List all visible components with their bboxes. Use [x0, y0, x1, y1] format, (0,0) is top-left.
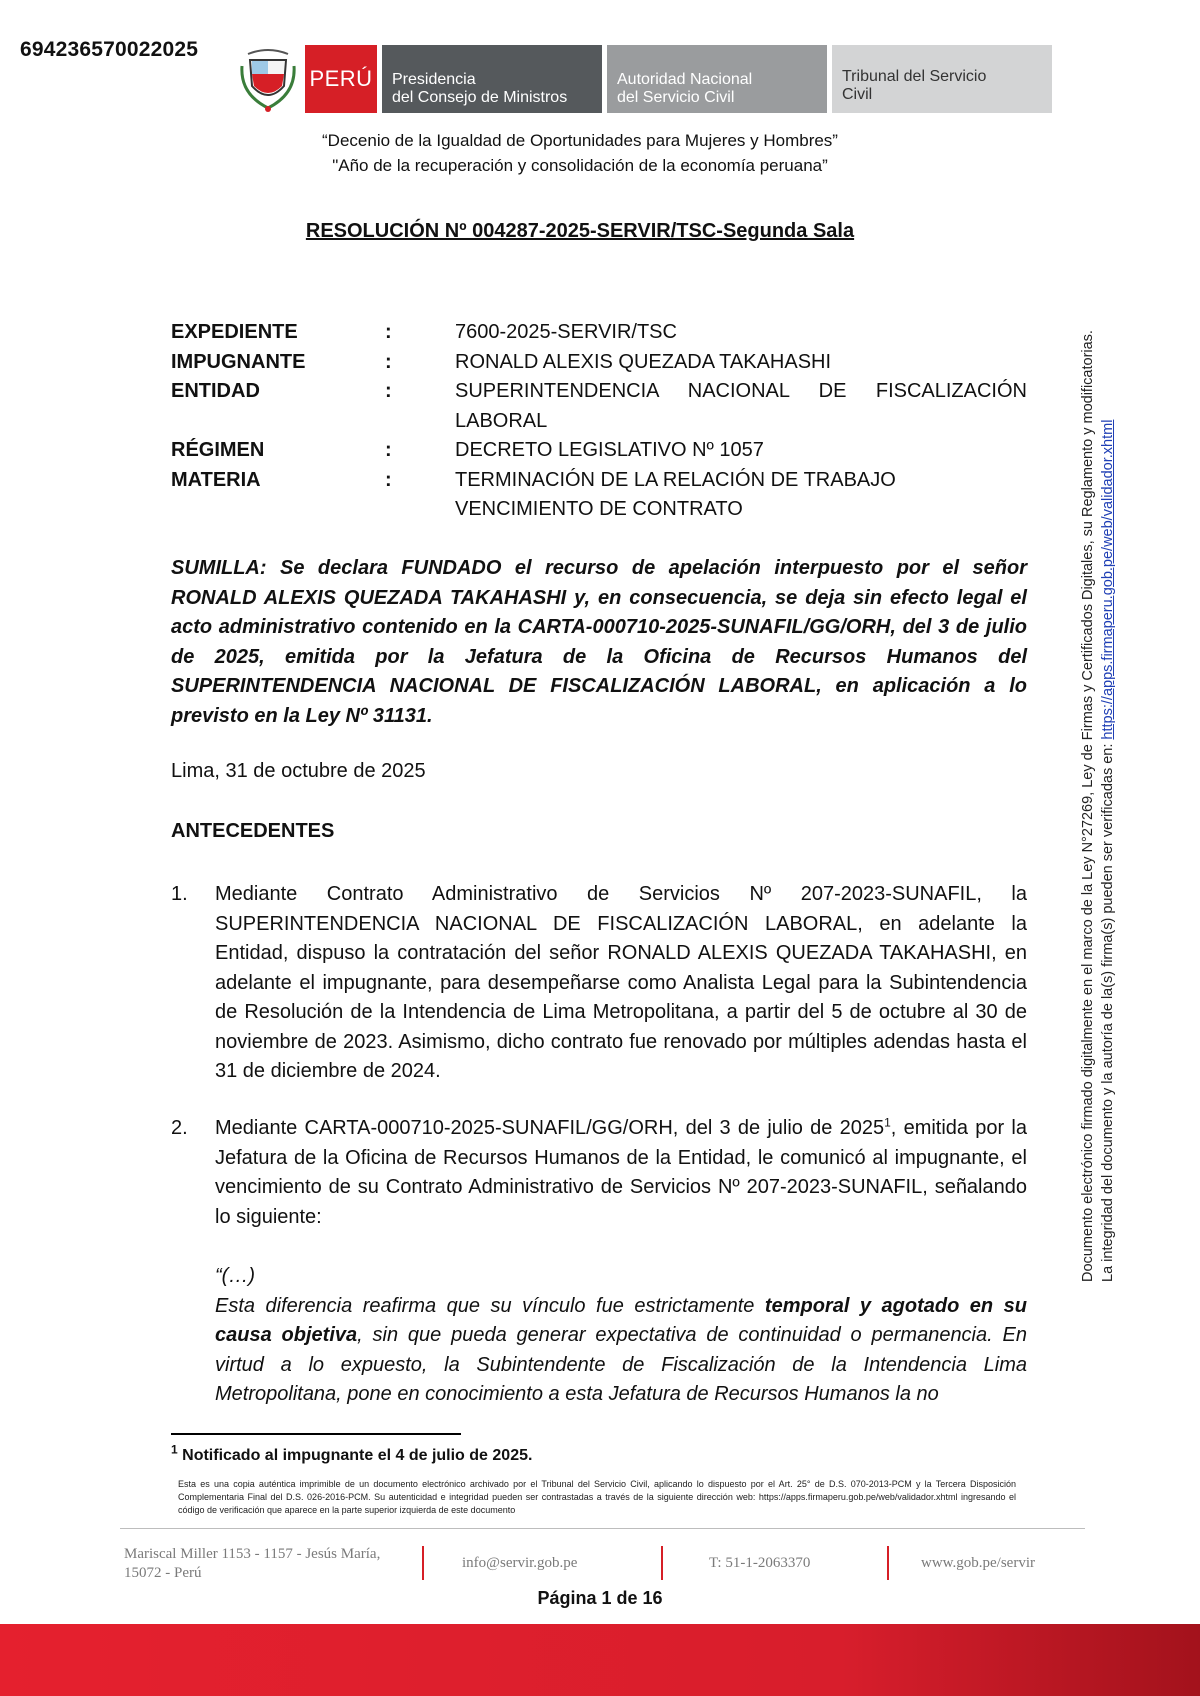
- meta-key: RÉGIMEN: [171, 439, 265, 461]
- meta-value-line-1: TERMINACIÓN DE LA RELACIÓN DE TRABAJO: [455, 468, 896, 491]
- meta-value: 7600-2025-SERVIR/TSC: [455, 321, 677, 343]
- digital-signature-notice: [1078, 222, 1122, 1282]
- sumilla-summary: SUMILLA: Se declara FUNDADO el recurso de apelación interpuesto por el señor RONALD ALEXIS QUEZADA TAKAHASHI y, en consecuencia, se deja sin efecto legal el acto administrativo contenido en la CARTA-000710-2025-SUNAFIL/GG/ORH, del 3 de julio de 2025, emitida por la Jefatura de la Oficina de Recursos Humanos del SUPERINTENDENCIA NACIONAL DE FISCALIZACIÓN LABORAL, en aplicación a lo previsto en la Ley Nº 31131.: [171, 557, 1027, 727]
- case-metadata: [171, 318, 1027, 525]
- servir-line-2: del Servicio Civil: [617, 89, 735, 106]
- address-line-1: Mariscal Miller 1153 - 1157 - Jesús María,: [124, 1546, 381, 1562]
- meta-colon: :: [385, 321, 392, 343]
- peru-logo-block: [305, 45, 377, 113]
- meta-colon: :: [385, 380, 392, 402]
- quoted-letter-excerpt: [215, 1262, 1027, 1410]
- paragraph-text-part-b: , emitida por la Jefatura de la Oficina de Recursos Humanos de la Entidad, le comunicó al impugnante, el vencimiento de su Contrato Administrativo de Servicios Nº 207-2023-SUNAFIL, señalando lo siguiente:: [215, 1117, 1027, 1228]
- signature-notice-line-2: [1098, 222, 1118, 1282]
- decenio-line: “Decenio de la Igualdad de Oportunidades para Mujeres y Hombres”: [322, 131, 838, 150]
- resolution-title: RESOLUCIÓN Nº 004287-2025-SERVIR/TSC-Segunda Sala: [305, 220, 855, 242]
- footer-separator: [661, 1546, 663, 1580]
- footer-red-band: [0, 1624, 1200, 1696]
- meta-key: EXPEDIENTE: [171, 321, 298, 343]
- meta-colon: :: [385, 439, 392, 461]
- quote-open: “(…): [215, 1265, 255, 1287]
- meta-row-impugnante: [171, 348, 1027, 378]
- paragraph-text-part-a: Mediante CARTA-000710-2025-SUNAFIL/GG/ORH, del 3 de julio de 2025: [215, 1117, 885, 1139]
- tsc-line-1: Tribunal del Servicio: [842, 68, 987, 85]
- servir-logo-block: [607, 45, 827, 113]
- meta-value: RONALD ALEXIS QUEZADA TAKAHASHI: [455, 350, 832, 373]
- meta-key: IMPUGNANTE: [171, 350, 306, 373]
- signature-notice-line-1: Documento electrónico firmado digitalmente en el marco de la Ley N°27269, Ley de Firmas y Certificados Digitales, su Reglamento y modificatorias.: [1080, 330, 1096, 1282]
- quote-bold: temporal y agotado en su causa objetiva: [215, 1294, 1027, 1346]
- paragraph-1: [171, 880, 1027, 1087]
- pcm-line-2: del Consejo de Ministros: [392, 89, 568, 106]
- footnote-text: Notificado al impugnante el 4 de julio de 2025.: [177, 1447, 533, 1464]
- antecedentes-heading: ANTECEDENTES: [171, 820, 335, 842]
- meta-row-materia: [171, 466, 1027, 525]
- meta-value: [455, 466, 1027, 525]
- authenticity-note: Esta es una copia auténtica imprimible de un documento electrónico archivado por el Tribunal del Servicio Civil, aplicando lo dispuesto por el Art. 25° de D.S. 070-2013-PCM y la Tercera Disposición Complementaria Final del D.S. 026-2016-PCM. Su autenticidad e integridad pueden ser contrastadas a través de la siguiente dirección web: https://apps.firmaperu.gob.pe/web/validador.xhtml ingresando el código de verificación que aparece en la parte superior izquierda de este documento: [178, 1479, 1016, 1515]
- quote-line-a: Esta diferencia reafirma que su vínculo fue estrictamente: [215, 1294, 765, 1317]
- footnote-reference[interactable]: 1: [884, 1115, 891, 1130]
- meta-value: DECRETO LEGISLATIVO Nº 1057: [455, 439, 764, 461]
- meta-value-line-1: SUPERINTENDENCIA NACIONAL DE FISCALIZACIÓN: [455, 380, 1027, 402]
- meta-key: ENTIDAD: [171, 380, 260, 402]
- footnote: [171, 1442, 533, 1465]
- signature-notice-text: La integridad del documento y la autoría de la(s) firma(s) pueden ser verificadas en:: [1100, 739, 1116, 1282]
- footer-separator: [887, 1546, 889, 1580]
- pcm-line-1: Presidencia: [392, 71, 476, 88]
- meta-value: [455, 377, 1027, 436]
- footer-phone: T: 51-1-2063370: [709, 1555, 811, 1571]
- quote-line-b: , sin que pueda generar expectativa de continuidad o permanencia.: [357, 1324, 993, 1346]
- footnote-mark: 1: [171, 1442, 178, 1457]
- meta-key: MATERIA: [171, 468, 261, 491]
- footer-separator: [422, 1546, 424, 1580]
- paragraph-number: 2.: [171, 1117, 188, 1139]
- footnote-divider: [171, 1433, 461, 1435]
- paragraph-2: [171, 1114, 1027, 1232]
- address-line-2: 15072 - Perú: [124, 1565, 202, 1581]
- resolution-date: Lima, 31 de octubre de 2025: [171, 760, 426, 782]
- verification-code: 694236570022025: [20, 38, 199, 61]
- decade-motto: [120, 128, 1040, 178]
- meta-row-expediente: [171, 318, 1027, 348]
- peru-coat-of-arms-icon: [240, 46, 296, 116]
- quote-line-c: En virtud a lo expuesto, la Subintendente de Fiscalización de la Intendencia Lima Metropolitana, pone en conocimiento a esta Jefatura de Recursos Humanos la no: [215, 1324, 1027, 1405]
- anio-line: "Año de la recuperación y consolidación de la economía peruana”: [332, 156, 828, 175]
- pcm-logo-block: [382, 45, 602, 113]
- tsc-line-2: Civil: [842, 86, 873, 103]
- meta-value-line-2: VENCIMIENTO DE CONTRATO: [455, 498, 743, 520]
- footer-address: [124, 1545, 380, 1583]
- paragraph-text: Mediante Contrato Administrativo de Servicios Nº 207-2023-SUNAFIL, la SUPERINTENDENCIA NACIONAL DE FISCALIZACIÓN LABORAL, en adelante la Entidad, dispuso la contratación del señor RONALD ALEXIS QUEZADA TAKAHASHI, en adelante el impugnante, para desempeñarse como Analista Legal para la Subintendencia de Resolución de la Intendencia de Lima Metropolitana, a partir del 5 de octubre al 30 de noviembre de 2023. Asimismo, dicho contrato fue renovado por múltiples adendas hasta el 31 de diciembre de 2024.: [215, 883, 1027, 1082]
- peru-label: PERÚ: [309, 66, 373, 91]
- meta-colon: :: [385, 350, 392, 373]
- paragraph-number: 1.: [171, 883, 188, 905]
- validator-link[interactable]: https://apps.firmaperu.gob.pe/web/validador.xhtml: [1100, 419, 1116, 740]
- page-number: Página 1 de 16: [537, 1588, 663, 1608]
- tsc-logo-block: [832, 45, 1052, 113]
- meta-row-entidad: [171, 377, 1027, 436]
- meta-row-regimen: [171, 436, 1027, 466]
- footer-email[interactable]: info@servir.gob.pe: [462, 1555, 578, 1571]
- footer-website[interactable]: www.gob.pe/servir: [921, 1555, 1036, 1571]
- paragraph-text: [215, 1114, 1027, 1232]
- footer-divider: [120, 1528, 1085, 1529]
- servir-line-1: Autoridad Nacional: [617, 71, 753, 88]
- meta-value-line-2: LABORAL: [455, 409, 548, 432]
- meta-colon: :: [385, 468, 392, 491]
